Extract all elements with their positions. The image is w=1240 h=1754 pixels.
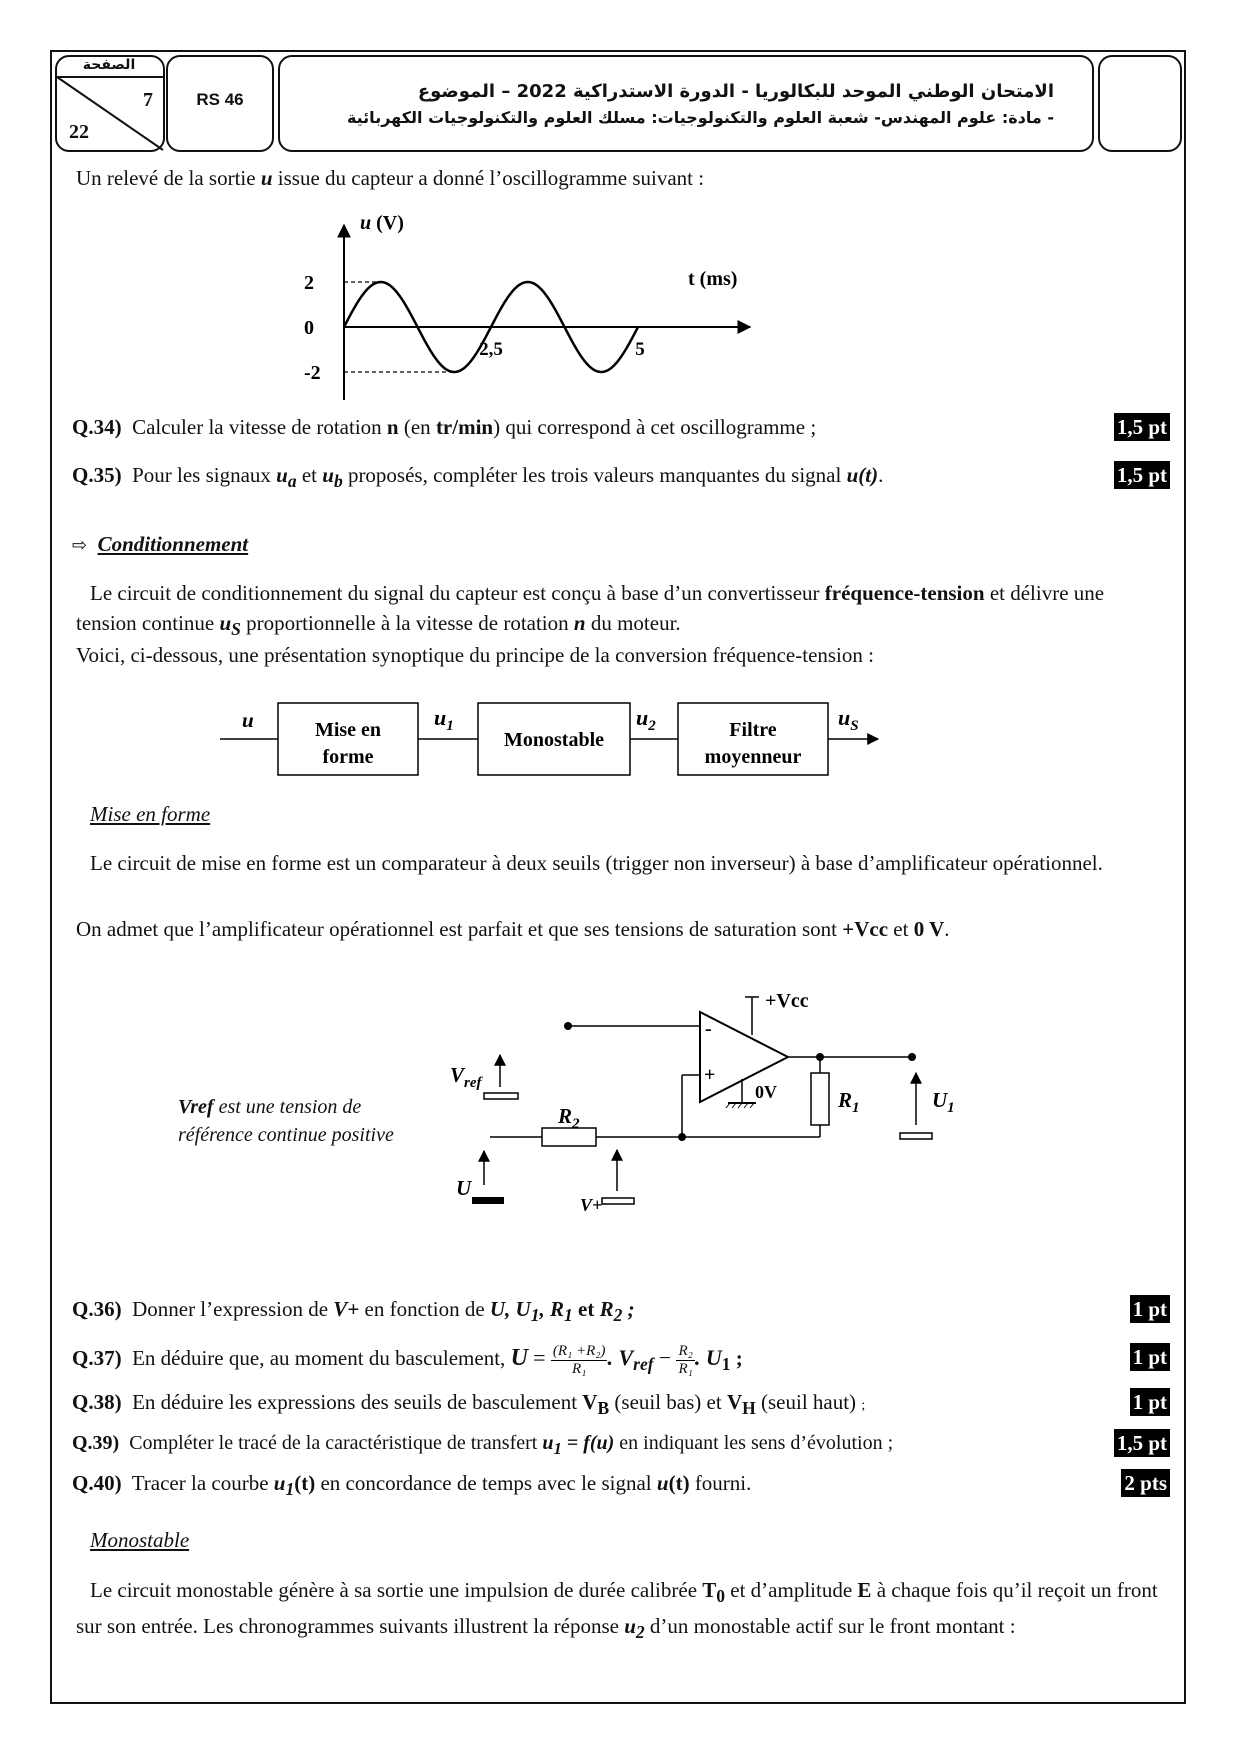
q40-points: 2 pts bbox=[1121, 1469, 1170, 1497]
page-number: 7 bbox=[143, 89, 153, 111]
exam-title-box bbox=[278, 55, 1094, 152]
syn-input-label: u bbox=[242, 708, 254, 732]
question-34 bbox=[72, 413, 816, 441]
r1-label: $R_1$ bbox=[838, 1088, 860, 1116]
resistor-r1 bbox=[811, 1073, 829, 1125]
q35-t4: . bbox=[878, 463, 884, 487]
syn-u2-label: $u_2$ bbox=[636, 705, 656, 734]
intro-before: Un relevé de la sortie bbox=[76, 166, 261, 190]
y-axis-label: u (V) bbox=[360, 212, 404, 234]
q35-ua: $u_a$ bbox=[276, 463, 297, 492]
question-39: Q.39) Compléter le tracé de la caractéristique de transfert $u_1 = f(u)$ en indiquant les sens d’évolution ; bbox=[72, 1432, 894, 1458]
q35-t3: proposés, compléter les trois valeurs manquantes du signal bbox=[342, 463, 847, 487]
q34-t2: (en bbox=[398, 415, 436, 439]
subsection-mise-en-forme: Mise en forme bbox=[90, 802, 211, 826]
question-37: Q.37) En déduire que, au moment du basculement, U = $\frac{\text{(R₁ +R₂)}}{\text{R₁}}$ . $V_{ref}$ − $\frac{\text{R₂}}{\text{R₁}}$ . $U_1$ ; bbox=[72, 1342, 743, 1377]
q35-ub: $u_b$ bbox=[322, 463, 343, 492]
intro-var: u bbox=[260, 166, 273, 190]
vplus-ground bbox=[602, 1198, 634, 1204]
page-total: 22 bbox=[69, 121, 89, 143]
question-38: Q.38) En déduire les expressions des seuils de basculement $V_B$ (seuil bas) et $V_H$ (seuil haut) ; bbox=[72, 1390, 866, 1419]
page-label: الصفحة bbox=[82, 57, 136, 73]
u1-terminal bbox=[908, 1053, 916, 1061]
plus-label: + bbox=[704, 1064, 716, 1086]
cond-paragraph-2: Voici, ci-dessous, une présentation synoptique du principe de la conversion fréquence-tension : bbox=[76, 643, 874, 667]
u1-label: $U_1$ bbox=[932, 1088, 955, 1116]
cond-paragraph: Le circuit de conditionnement du signal du capteur est conçu à base d’un convertisseur fréquence-tension et délivre une tension continue $u_S$ proportionnelle à la vitesse de rotation n du moteur. bbox=[76, 581, 1105, 640]
exam-code-box bbox=[166, 55, 274, 152]
subsection-monostable: Monostable bbox=[90, 1528, 190, 1552]
page-number-box bbox=[55, 55, 165, 152]
exam-title-line1: الامتحان الوطني الموحد للبكالوريا - الدورة الاستدراكية 2022 – الموضوع bbox=[417, 81, 1054, 102]
vplus-label: V+ bbox=[580, 1195, 603, 1215]
section-conditionnement bbox=[72, 532, 248, 557]
exam-code: RS 46 bbox=[196, 90, 244, 109]
x-tick-label: 5 bbox=[635, 339, 645, 360]
y-tick-label: 2 bbox=[304, 272, 314, 294]
vcc-label: +Vcc bbox=[765, 990, 809, 1012]
intro-text bbox=[76, 163, 1166, 193]
y-tick-label: -2 bbox=[304, 362, 321, 384]
resistor-r2 bbox=[542, 1128, 596, 1146]
minus-label: - bbox=[705, 1018, 712, 1040]
syn-b2: Monostable bbox=[504, 729, 604, 751]
u-label: U bbox=[456, 1176, 472, 1200]
mef-paragraph: Le circuit de mise en forme est un comparateur à deux seuils (trigger non inverseur) à base d’amplificateur opérationnel. bbox=[90, 851, 1103, 875]
question-35 bbox=[72, 461, 883, 495]
x-tick-label: 2,5 bbox=[479, 339, 503, 360]
q35-number: Q.35) bbox=[72, 463, 122, 487]
q35-t2: et bbox=[296, 463, 323, 487]
arrow-icon: ⇨ bbox=[72, 535, 88, 556]
vref-label: $V_{ref}$ bbox=[450, 1063, 482, 1091]
syn-b3-line2: moyenneur bbox=[704, 746, 802, 768]
q34-t1: Calculer la vitesse de rotation bbox=[132, 415, 387, 439]
blank-header-box bbox=[1098, 55, 1182, 152]
q34-number: Q.34) bbox=[72, 415, 122, 439]
syn-u1-label: $u_1$ bbox=[434, 705, 454, 734]
q37-points: 1 pt bbox=[1130, 1343, 1170, 1371]
syn-b1-line2: forme bbox=[322, 746, 374, 768]
q35-points: 1,5 pt bbox=[1114, 461, 1170, 489]
q34-b1: n bbox=[386, 415, 399, 439]
mono-paragraph: Le circuit monostable génère à sa sortie une impulsion de durée calibrée $T_0$ et d’amplitude E à chaque fois qu’il reçoit un front sur son entrée. Les chronogrammes suivants illustrent la réponse $u_2$ d’un monostable actif sur le front montant : bbox=[76, 1578, 1158, 1643]
q34-t3: ) qui correspond à cet oscillogramme ; bbox=[493, 415, 817, 439]
u1-ground bbox=[900, 1133, 932, 1139]
exam-title-line2: - مادة: علوم المهندس- شعبة العلوم والتكنولوجيات: مسلك العلوم والتكنولوجيات الكهربائية bbox=[346, 108, 1054, 127]
u-ground bbox=[472, 1197, 504, 1204]
frac-1: $\frac{\text{(R₁ +R₂)}}{\text{R₁}}$ bbox=[552, 1342, 606, 1377]
section-title: Conditionnement bbox=[97, 532, 249, 556]
oscillogram-chart bbox=[290, 212, 790, 415]
synoptic-diagram bbox=[220, 695, 880, 785]
question-40: Q.40) Tracer la courbe $u_1(t)$ en concordance de temps avec le signal u(t) fourni. bbox=[72, 1471, 752, 1500]
mef-paragraph-2: On admet que l’amplificateur opérationnel est parfait et que ses tensions de saturation sont +Vcc et 0 V. bbox=[76, 917, 950, 941]
q35-t1: Pour les signaux bbox=[132, 463, 277, 487]
zero-v-label: 0V bbox=[755, 1082, 777, 1102]
y-tick-label: 0 bbox=[304, 317, 314, 339]
trigger-circuit bbox=[450, 985, 955, 1240]
q36-points: 1 pt bbox=[1130, 1295, 1170, 1323]
r2-label: $R_2$ bbox=[558, 1104, 580, 1132]
syn-us-label: $u_S$ bbox=[838, 705, 859, 734]
vref-note: Vref est une tension de référence continue positive bbox=[178, 1096, 394, 1146]
vref-ground bbox=[484, 1093, 518, 1099]
syn-b1-line1: Mise en bbox=[314, 719, 382, 741]
frac-2: $\frac{\text{R₂}}{\text{R₁}}$ bbox=[678, 1342, 693, 1377]
intro-after: issue du capteur a donné l’oscillogramme suivant : bbox=[272, 166, 705, 190]
q38-points: 1 pt bbox=[1130, 1388, 1170, 1416]
q35-signal: u(t) bbox=[846, 463, 879, 487]
q34-b2: tr/min bbox=[435, 415, 494, 439]
question-36: Q.36) Donner l’expression de V+ en fonction de U, $U_1$, $R_1$ et $R_2$ ; bbox=[72, 1297, 635, 1326]
q39-points: 1,5 pt bbox=[1114, 1429, 1170, 1457]
x-axis-label: t (ms) bbox=[688, 268, 738, 290]
q34-points: 1,5 pt bbox=[1114, 413, 1170, 441]
syn-b3-line1: Filtre bbox=[729, 719, 777, 741]
